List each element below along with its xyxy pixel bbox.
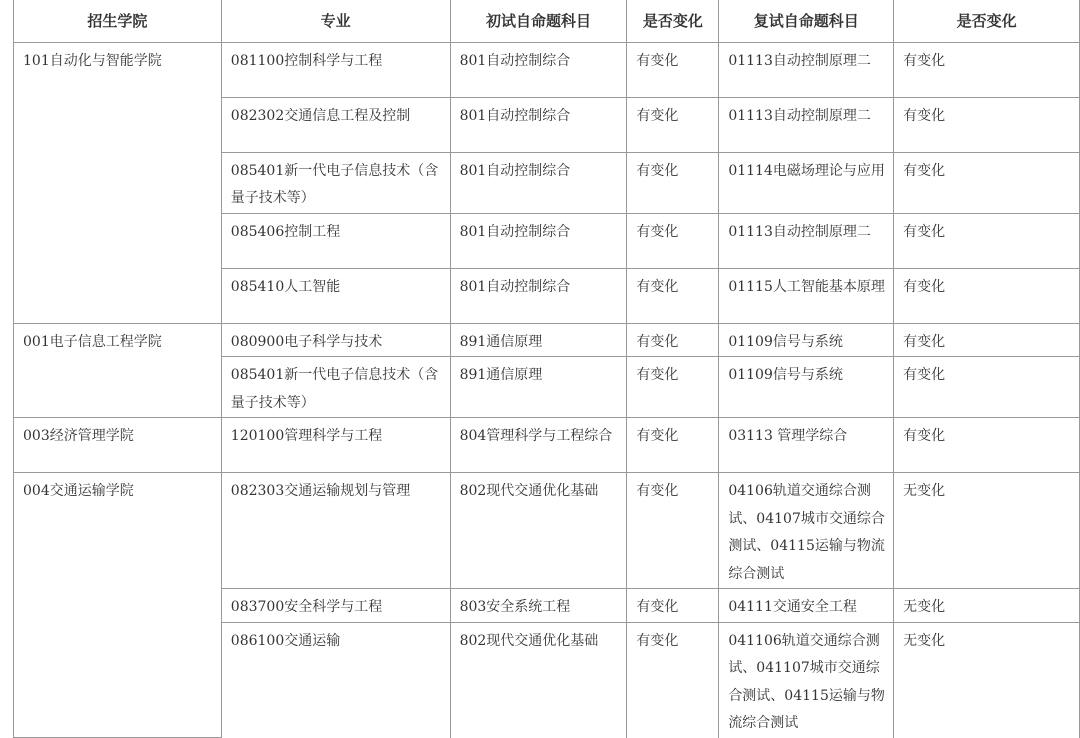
retest-subject-cell: 01109信号与系统 <box>719 323 894 357</box>
initial-change-cell: 有变化 <box>627 418 719 473</box>
header-retest-subject: 复试自命题科目 <box>719 0 894 42</box>
table-row <box>14 323 1080 357</box>
initial-subject-cell: 801自动控制综合 <box>450 42 627 97</box>
retest-subject-cell: 01115人工智能基本原理 <box>719 268 894 323</box>
admission-subjects-table <box>13 0 1080 738</box>
retest-change-cell: 有变化 <box>894 42 1080 97</box>
header-initial-subject: 初试自命题科目 <box>450 0 627 42</box>
retest-change-cell: 有变化 <box>894 418 1080 473</box>
initial-change-cell: 有变化 <box>627 357 719 418</box>
retest-subject-cell: 01114电磁场理论与应用 <box>719 152 894 213</box>
major-cell: 083700安全科学与工程 <box>221 589 450 623</box>
table-row <box>14 418 1080 473</box>
initial-change-cell: 有变化 <box>627 622 719 738</box>
initial-subject-cell: 802现代交通优化基础 <box>450 473 627 589</box>
header-initial-change: 是否变化 <box>627 0 719 42</box>
initial-subject-cell: 801自动控制综合 <box>450 213 627 268</box>
initial-change-cell: 有变化 <box>627 268 719 323</box>
retest-subject-cell: 04111交通安全工程 <box>719 589 894 623</box>
header-college: 招生学院 <box>14 0 222 42</box>
college-cell: 001电子信息工程学院 <box>14 323 222 418</box>
retest-subject-cell: 04106轨道交通综合测试、04107城市交通综合测试、04115运输与物流综合测试 <box>719 473 894 589</box>
header-retest-change: 是否变化 <box>894 0 1080 42</box>
initial-subject-cell: 804管理科学与工程综合 <box>450 418 627 473</box>
retest-subject-cell: 01113自动控制原理二 <box>719 97 894 152</box>
initial-subject-cell: 801自动控制综合 <box>450 97 627 152</box>
college-cell: 004交通运输学院 <box>14 473 222 738</box>
retest-change-cell: 有变化 <box>894 357 1080 418</box>
retest-change-cell: 有变化 <box>894 268 1080 323</box>
initial-change-cell: 有变化 <box>627 323 719 357</box>
retest-subject-cell: 03113 管理学综合 <box>719 418 894 473</box>
initial-change-cell: 有变化 <box>627 42 719 97</box>
retest-change-cell: 无变化 <box>894 622 1080 738</box>
initial-change-cell: 有变化 <box>627 213 719 268</box>
retest-change-cell: 有变化 <box>894 152 1080 213</box>
retest-change-cell: 有变化 <box>894 213 1080 268</box>
retest-change-cell: 无变化 <box>894 473 1080 589</box>
retest-subject-cell: 01109信号与系统 <box>719 357 894 418</box>
header-major: 专业 <box>221 0 450 42</box>
major-cell: 085401新一代电子信息技术（含量子技术等） <box>221 357 450 418</box>
initial-change-cell: 有变化 <box>627 473 719 589</box>
initial-subject-cell: 891通信原理 <box>450 323 627 357</box>
college-cell: 101自动化与智能学院 <box>14 42 222 323</box>
initial-subject-cell: 801自动控制综合 <box>450 152 627 213</box>
major-cell: 085401新一代电子信息技术（含量子技术等） <box>221 152 450 213</box>
retest-subject-cell: 01113自动控制原理二 <box>719 42 894 97</box>
major-cell: 085410人工智能 <box>221 268 450 323</box>
retest-change-cell: 有变化 <box>894 323 1080 357</box>
major-cell: 085406控制工程 <box>221 213 450 268</box>
major-cell: 082302交通信息工程及控制 <box>221 97 450 152</box>
initial-subject-cell: 803安全系统工程 <box>450 589 627 623</box>
initial-change-cell: 有变化 <box>627 589 719 623</box>
initial-subject-cell: 891通信原理 <box>450 357 627 418</box>
retest-subject-cell: 01113自动控制原理二 <box>719 213 894 268</box>
initial-subject-cell: 801自动控制综合 <box>450 268 627 323</box>
major-cell: 081100控制科学与工程 <box>221 42 450 97</box>
retest-change-cell: 无变化 <box>894 589 1080 623</box>
major-cell: 082303交通运输规划与管理 <box>221 473 450 589</box>
major-cell: 086100交通运输 <box>221 622 450 738</box>
table-row <box>14 473 1080 589</box>
retest-change-cell: 有变化 <box>894 97 1080 152</box>
initial-change-cell: 有变化 <box>627 97 719 152</box>
major-cell: 120100管理科学与工程 <box>221 418 450 473</box>
initial-change-cell: 有变化 <box>627 152 719 213</box>
table-header-row <box>14 0 1080 42</box>
retest-subject-cell: 041106轨道交通综合测试、041107城市交通综合测试、04115运输与物流综合测试 <box>719 622 894 738</box>
college-cell: 003经济管理学院 <box>14 418 222 473</box>
initial-subject-cell: 802现代交通优化基础 <box>450 622 627 738</box>
major-cell: 080900电子科学与技术 <box>221 323 450 357</box>
table-row <box>14 42 1080 97</box>
